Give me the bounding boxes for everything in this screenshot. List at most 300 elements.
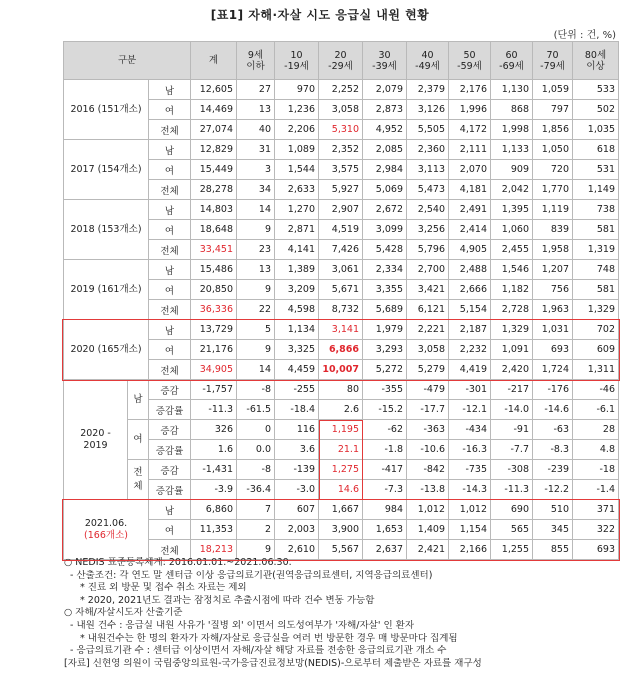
value-cell: 9 bbox=[237, 220, 275, 240]
value-cell: -479 bbox=[407, 380, 449, 400]
table-row bbox=[64, 320, 619, 340]
value-cell: 1,050 bbox=[533, 140, 573, 160]
value-cell: 839 bbox=[533, 220, 573, 240]
value-cell: -8.3 bbox=[533, 440, 573, 460]
value-cell: 2,672 bbox=[363, 200, 407, 220]
value-cell: 2,360 bbox=[407, 140, 449, 160]
value-cell: 2,166 bbox=[449, 540, 491, 560]
value-cell: 13 bbox=[237, 260, 275, 280]
value-cell: 1,958 bbox=[533, 240, 573, 260]
table-row bbox=[64, 460, 619, 480]
value-cell: 2,079 bbox=[363, 80, 407, 100]
value-cell: -17.7 bbox=[407, 400, 449, 420]
value-cell: 909 bbox=[491, 160, 533, 180]
value-cell: 1,653 bbox=[363, 520, 407, 540]
value-cell: 3,355 bbox=[363, 280, 407, 300]
header-col: 계 bbox=[191, 42, 237, 80]
value-cell: 4,141 bbox=[275, 240, 319, 260]
value-cell: 2,873 bbox=[363, 100, 407, 120]
value-cell: 28,278 bbox=[191, 180, 237, 200]
value-cell: 3,113 bbox=[407, 160, 449, 180]
change-type-label: 증감률 bbox=[149, 400, 191, 420]
change-type-label: 증감률 bbox=[149, 440, 191, 460]
value-cell: -12.2 bbox=[533, 480, 573, 500]
value-cell: 1,035 bbox=[573, 120, 619, 140]
value-cell: 1,207 bbox=[533, 260, 573, 280]
header-col: 50 -59세 bbox=[449, 42, 491, 80]
value-cell: 1,998 bbox=[491, 120, 533, 140]
value-cell: 14,803 bbox=[191, 200, 237, 220]
value-cell: 5,927 bbox=[319, 180, 363, 200]
value-cell: 3 bbox=[237, 160, 275, 180]
value-cell: 2,420 bbox=[491, 360, 533, 380]
value-cell: 1,275 bbox=[319, 460, 363, 480]
value-cell: -363 bbox=[407, 420, 449, 440]
value-cell: 1,996 bbox=[449, 100, 491, 120]
value-cell: -1.8 bbox=[363, 440, 407, 460]
value-cell: 3,126 bbox=[407, 100, 449, 120]
value-cell: 1,236 bbox=[275, 100, 319, 120]
footnote-line: - 내원 건수 : 응급실 내원 사유가 '질병 외' 이면서 의도성여부가 '자해/자살' 인 환자 bbox=[70, 619, 415, 631]
value-cell: 14.6 bbox=[319, 480, 363, 500]
value-cell: 12,605 bbox=[191, 80, 237, 100]
value-cell: 2,637 bbox=[363, 540, 407, 560]
value-cell: 693 bbox=[533, 340, 573, 360]
value-cell: 1,395 bbox=[491, 200, 533, 220]
value-cell: 609 bbox=[573, 340, 619, 360]
value-cell: 9 bbox=[237, 280, 275, 300]
value-cell: 5,567 bbox=[319, 540, 363, 560]
value-cell: -417 bbox=[363, 460, 407, 480]
value-cell: -61.5 bbox=[237, 400, 275, 420]
value-cell: 21,176 bbox=[191, 340, 237, 360]
value-cell: -36.4 bbox=[237, 480, 275, 500]
sex-label: 전체 bbox=[149, 120, 191, 140]
value-cell: 4,598 bbox=[275, 300, 319, 320]
value-cell: 13,729 bbox=[191, 320, 237, 340]
value-cell: 1,979 bbox=[363, 320, 407, 340]
sex-label: 여 bbox=[149, 160, 191, 180]
value-cell: 1,963 bbox=[533, 300, 573, 320]
value-cell: 3,421 bbox=[407, 280, 449, 300]
value-cell: -14.6 bbox=[533, 400, 573, 420]
value-cell: 3,209 bbox=[275, 280, 319, 300]
value-cell: 2,871 bbox=[275, 220, 319, 240]
footnote-line: * 진료 외 방문 및 접수 취소 자료는 제외 bbox=[80, 582, 247, 594]
value-cell: 2,334 bbox=[363, 260, 407, 280]
facility-count-label: (166개소) bbox=[84, 529, 128, 541]
value-cell: 797 bbox=[533, 100, 573, 120]
value-cell: 855 bbox=[533, 540, 573, 560]
value-cell: 2,379 bbox=[407, 80, 449, 100]
value-cell: -1,431 bbox=[191, 460, 237, 480]
value-cell: 7 bbox=[237, 500, 275, 520]
header-col: 30 -39세 bbox=[363, 42, 407, 80]
value-cell: 1,130 bbox=[491, 80, 533, 100]
value-cell: -217 bbox=[491, 380, 533, 400]
value-cell: -1.4 bbox=[573, 480, 619, 500]
change-type-label: 증감 bbox=[149, 420, 191, 440]
value-cell: 581 bbox=[573, 220, 619, 240]
value-cell: 322 bbox=[573, 520, 619, 540]
header-col: 10 -19세 bbox=[275, 42, 319, 80]
year-label: 2019 (161개소) bbox=[64, 260, 149, 320]
value-cell: -255 bbox=[275, 380, 319, 400]
value-cell: -735 bbox=[449, 460, 491, 480]
value-cell: 2,085 bbox=[363, 140, 407, 160]
value-cell: 2,984 bbox=[363, 160, 407, 180]
value-cell: 40 bbox=[237, 120, 275, 140]
sex-label: 전체 bbox=[149, 360, 191, 380]
value-cell: -11.3 bbox=[491, 480, 533, 500]
table-row bbox=[64, 80, 619, 100]
value-cell: 36,336 bbox=[191, 300, 237, 320]
value-cell: 1,329 bbox=[573, 300, 619, 320]
table-row bbox=[64, 200, 619, 220]
sex-label: 남 bbox=[149, 500, 191, 520]
value-cell: 13 bbox=[237, 100, 275, 120]
value-cell: 618 bbox=[573, 140, 619, 160]
value-cell: 345 bbox=[533, 520, 573, 540]
value-cell: -10.6 bbox=[407, 440, 449, 460]
value-cell: 3.6 bbox=[275, 440, 319, 460]
value-cell: 34 bbox=[237, 180, 275, 200]
table-row bbox=[64, 420, 619, 440]
value-cell: 5 bbox=[237, 320, 275, 340]
value-cell: 1,770 bbox=[533, 180, 573, 200]
sex-label: 전체 bbox=[149, 300, 191, 320]
value-cell: 3,061 bbox=[319, 260, 363, 280]
value-cell: 3,058 bbox=[319, 100, 363, 120]
value-cell: -355 bbox=[363, 380, 407, 400]
value-cell: 1,311 bbox=[573, 360, 619, 380]
value-cell: 10,007 bbox=[319, 360, 363, 380]
value-cell: 21.1 bbox=[319, 440, 363, 460]
value-cell: 2,111 bbox=[449, 140, 491, 160]
sex-label: 남 bbox=[128, 380, 149, 420]
value-cell: 4,419 bbox=[449, 360, 491, 380]
value-cell: 5,428 bbox=[363, 240, 407, 260]
value-cell: 15,486 bbox=[191, 260, 237, 280]
year-label: 2020 (165개소) bbox=[64, 320, 149, 380]
value-cell: 1,544 bbox=[275, 160, 319, 180]
value-cell: -7.7 bbox=[491, 440, 533, 460]
value-cell: 5,796 bbox=[407, 240, 449, 260]
value-cell: 3,256 bbox=[407, 220, 449, 240]
change-type-label: 증감 bbox=[149, 460, 191, 480]
sex-label: 남 bbox=[149, 140, 191, 160]
value-cell: 748 bbox=[573, 260, 619, 280]
value-cell: 4.8 bbox=[573, 440, 619, 460]
header-col: 20 -29세 bbox=[319, 42, 363, 80]
value-cell: 7,426 bbox=[319, 240, 363, 260]
footnote-line: ○ NEDIS 표준등록체계: 2016.01.01.~2021.06.30. bbox=[64, 557, 292, 568]
value-cell: 4,905 bbox=[449, 240, 491, 260]
value-cell: 1,255 bbox=[491, 540, 533, 560]
value-cell: 1,012 bbox=[449, 500, 491, 520]
value-cell: -13.8 bbox=[407, 480, 449, 500]
header-col: 9세 이하 bbox=[237, 42, 275, 80]
value-cell: 1,182 bbox=[491, 280, 533, 300]
value-cell: -6.1 bbox=[573, 400, 619, 420]
value-cell: 4,181 bbox=[449, 180, 491, 200]
year-label-line: 2021.06. bbox=[84, 517, 128, 529]
value-cell: 116 bbox=[275, 420, 319, 440]
source-note: [자료] 신현영 의원이 국립중앙의료원-국가응급진료정보망(NEDIS)-으로부터 제출받은 자료를 재구성 bbox=[64, 657, 482, 669]
footnote-line: * 2020, 2021년도 결과는 잠정치로 추출시점에 따라 건수 변동 가능함 bbox=[80, 594, 375, 606]
value-cell: 1.6 bbox=[191, 440, 237, 460]
value-cell: 18,213 bbox=[191, 540, 237, 560]
value-cell: 3,099 bbox=[363, 220, 407, 240]
value-cell: 1,149 bbox=[573, 180, 619, 200]
value-cell: 2,421 bbox=[407, 540, 449, 560]
value-cell: 970 bbox=[275, 80, 319, 100]
table-row bbox=[64, 140, 619, 160]
value-cell: 15,449 bbox=[191, 160, 237, 180]
value-cell: 14 bbox=[237, 200, 275, 220]
value-cell: 533 bbox=[573, 80, 619, 100]
sex-label: 전 체 bbox=[128, 460, 149, 500]
value-cell: 1,409 bbox=[407, 520, 449, 540]
value-cell: 3,293 bbox=[363, 340, 407, 360]
value-cell: 2,540 bbox=[407, 200, 449, 220]
value-cell: 2.6 bbox=[319, 400, 363, 420]
sex-label: 여 bbox=[149, 340, 191, 360]
value-cell: 6,860 bbox=[191, 500, 237, 520]
value-cell: 720 bbox=[533, 160, 573, 180]
header-col: 60 -69세 bbox=[491, 42, 533, 80]
value-cell: -139 bbox=[275, 460, 319, 480]
value-cell: 2,070 bbox=[449, 160, 491, 180]
value-cell: -7.3 bbox=[363, 480, 407, 500]
value-cell: 2,907 bbox=[319, 200, 363, 220]
value-cell: 14,469 bbox=[191, 100, 237, 120]
value-cell: 1,012 bbox=[407, 500, 449, 520]
value-cell: 5,689 bbox=[363, 300, 407, 320]
footnote-line: - 산출조건: 각 연도 말 센터급 이상 응급의료기관(권역응급의료센터, 지역응급의료센터) bbox=[70, 569, 433, 581]
sex-label: 전체 bbox=[149, 540, 191, 560]
change-type-label: 증감 bbox=[149, 380, 191, 400]
value-cell: 23 bbox=[237, 240, 275, 260]
year-label: 2018 (153개소) bbox=[64, 200, 149, 260]
value-cell: 2,042 bbox=[491, 180, 533, 200]
value-cell: 2,700 bbox=[407, 260, 449, 280]
value-cell: 4,952 bbox=[363, 120, 407, 140]
value-cell: 2,633 bbox=[275, 180, 319, 200]
value-cell: 1,154 bbox=[449, 520, 491, 540]
value-cell: 1,667 bbox=[319, 500, 363, 520]
value-cell: 2,488 bbox=[449, 260, 491, 280]
value-cell: -239 bbox=[533, 460, 573, 480]
value-cell: 1,329 bbox=[491, 320, 533, 340]
value-cell: 33,451 bbox=[191, 240, 237, 260]
header-col: 40 -49세 bbox=[407, 42, 449, 80]
comparison-label: 2020 - 2019 bbox=[64, 380, 128, 500]
value-cell: 371 bbox=[573, 500, 619, 520]
value-cell: 2,232 bbox=[449, 340, 491, 360]
value-cell: 581 bbox=[573, 280, 619, 300]
value-cell: -3.0 bbox=[275, 480, 319, 500]
sex-label: 남 bbox=[149, 80, 191, 100]
value-cell: -15.2 bbox=[363, 400, 407, 420]
value-cell: 4,172 bbox=[449, 120, 491, 140]
sex-label: 여 bbox=[149, 520, 191, 540]
sex-label: 남 bbox=[149, 320, 191, 340]
table-row bbox=[64, 380, 619, 400]
value-cell: 1,546 bbox=[491, 260, 533, 280]
footnote-line: ○ 자해/자살시도자 산출기준 bbox=[64, 607, 183, 619]
value-cell: 27,074 bbox=[191, 120, 237, 140]
header-col: 70 -79세 bbox=[533, 42, 573, 80]
year-label: 2017 (154개소) bbox=[64, 140, 149, 200]
value-cell: 1,195 bbox=[319, 420, 363, 440]
value-cell: 510 bbox=[533, 500, 573, 520]
value-cell: 5,154 bbox=[449, 300, 491, 320]
value-cell: 20,850 bbox=[191, 280, 237, 300]
value-cell: 3,141 bbox=[319, 320, 363, 340]
value-cell: -3.9 bbox=[191, 480, 237, 500]
value-cell: 2 bbox=[237, 520, 275, 540]
value-cell: 1,856 bbox=[533, 120, 573, 140]
sex-label: 여 bbox=[149, 220, 191, 240]
value-cell: 5,473 bbox=[407, 180, 449, 200]
value-cell: -18 bbox=[573, 460, 619, 480]
value-cell: 9 bbox=[237, 340, 275, 360]
value-cell: 2,176 bbox=[449, 80, 491, 100]
table-body bbox=[64, 80, 619, 560]
value-cell: -8 bbox=[237, 380, 275, 400]
value-cell: -842 bbox=[407, 460, 449, 480]
value-cell: 22 bbox=[237, 300, 275, 320]
value-cell: 6,866 bbox=[319, 340, 363, 360]
value-cell: 2,352 bbox=[319, 140, 363, 160]
value-cell: 2,491 bbox=[449, 200, 491, 220]
value-cell: 702 bbox=[573, 320, 619, 340]
footnote-line: - 응급의료기관 수 : 센터급 이상이면서 자해/자살 해당 자료를 전송한 응급의료기관 개소 수 bbox=[70, 645, 447, 657]
value-cell: -434 bbox=[449, 420, 491, 440]
value-cell: 2,455 bbox=[491, 240, 533, 260]
value-cell: 5,272 bbox=[363, 360, 407, 380]
sex-label: 남 bbox=[149, 260, 191, 280]
table-title: [표1] 자해·자살 시도 응급실 내원 현황 bbox=[210, 8, 430, 22]
value-cell: 34,905 bbox=[191, 360, 237, 380]
sex-label: 남 bbox=[149, 200, 191, 220]
value-cell: 27 bbox=[237, 80, 275, 100]
value-cell: 2,252 bbox=[319, 80, 363, 100]
value-cell: -91 bbox=[491, 420, 533, 440]
header-category: 구분 bbox=[64, 42, 191, 80]
value-cell: -14.3 bbox=[449, 480, 491, 500]
value-cell: 9 bbox=[237, 540, 275, 560]
data-table bbox=[63, 41, 619, 560]
value-cell: 502 bbox=[573, 100, 619, 120]
value-cell: 2,414 bbox=[449, 220, 491, 240]
value-cell: -62 bbox=[363, 420, 407, 440]
value-cell: 1,091 bbox=[491, 340, 533, 360]
value-cell: 3,900 bbox=[319, 520, 363, 540]
value-cell: 0.0 bbox=[237, 440, 275, 460]
value-cell: 693 bbox=[573, 540, 619, 560]
unit-label: (단위 : 건, %) bbox=[553, 30, 616, 41]
value-cell: 1,060 bbox=[491, 220, 533, 240]
value-cell: 3,575 bbox=[319, 160, 363, 180]
value-cell: 0 bbox=[237, 420, 275, 440]
value-cell: 738 bbox=[573, 200, 619, 220]
sex-label: 전체 bbox=[149, 180, 191, 200]
value-cell: 1,134 bbox=[275, 320, 319, 340]
value-cell: 5,279 bbox=[407, 360, 449, 380]
value-cell: 1,389 bbox=[275, 260, 319, 280]
value-cell: -63 bbox=[533, 420, 573, 440]
change-type-label: 증감률 bbox=[149, 480, 191, 500]
value-cell: 326 bbox=[191, 420, 237, 440]
value-cell: 868 bbox=[491, 100, 533, 120]
value-cell: -11.3 bbox=[191, 400, 237, 420]
value-cell: -308 bbox=[491, 460, 533, 480]
value-cell: 6,121 bbox=[407, 300, 449, 320]
value-cell: 18,648 bbox=[191, 220, 237, 240]
value-cell: 80 bbox=[319, 380, 363, 400]
value-cell: -46 bbox=[573, 380, 619, 400]
value-cell: 1,319 bbox=[573, 240, 619, 260]
value-cell: 1,059 bbox=[533, 80, 573, 100]
value-cell: 4,519 bbox=[319, 220, 363, 240]
value-cell: 4,459 bbox=[275, 360, 319, 380]
value-cell: 2,728 bbox=[491, 300, 533, 320]
value-cell: 5,310 bbox=[319, 120, 363, 140]
value-cell: 2,187 bbox=[449, 320, 491, 340]
value-cell: 2,666 bbox=[449, 280, 491, 300]
value-cell: 3,058 bbox=[407, 340, 449, 360]
value-cell: -14.0 bbox=[491, 400, 533, 420]
value-cell: 12,829 bbox=[191, 140, 237, 160]
sex-label: 전체 bbox=[149, 240, 191, 260]
year-label: 2016 (151개소) bbox=[64, 80, 149, 140]
value-cell: 1,031 bbox=[533, 320, 573, 340]
value-cell: 1,119 bbox=[533, 200, 573, 220]
value-cell: 565 bbox=[491, 520, 533, 540]
value-cell: 5,069 bbox=[363, 180, 407, 200]
value-cell: 1,133 bbox=[491, 140, 533, 160]
sex-label: 여 bbox=[149, 100, 191, 120]
value-cell: -12.1 bbox=[449, 400, 491, 420]
value-cell: 756 bbox=[533, 280, 573, 300]
table-row bbox=[64, 500, 619, 520]
value-cell: 690 bbox=[491, 500, 533, 520]
value-cell: 14 bbox=[237, 360, 275, 380]
value-cell: 11,353 bbox=[191, 520, 237, 540]
sex-label: 여 bbox=[128, 420, 149, 460]
header-row bbox=[64, 42, 619, 80]
footnote-line: * 내원건수는 한 명의 환자가 자해/자살로 응급실을 여러 번 방문한 경우 매 방문마다 집계됨 bbox=[80, 632, 458, 644]
value-cell: 1,724 bbox=[533, 360, 573, 380]
value-cell: 531 bbox=[573, 160, 619, 180]
value-cell: 2,610 bbox=[275, 540, 319, 560]
footnotes bbox=[64, 557, 624, 670]
value-cell: 607 bbox=[275, 500, 319, 520]
year-label bbox=[64, 500, 149, 560]
value-cell: 2,003 bbox=[275, 520, 319, 540]
header-col: 80세 이상 bbox=[573, 42, 619, 80]
value-cell: -18.4 bbox=[275, 400, 319, 420]
value-cell: 28 bbox=[573, 420, 619, 440]
value-cell: 1,270 bbox=[275, 200, 319, 220]
value-cell: -301 bbox=[449, 380, 491, 400]
value-cell: 5,671 bbox=[319, 280, 363, 300]
value-cell: 31 bbox=[237, 140, 275, 160]
value-cell: 5,505 bbox=[407, 120, 449, 140]
value-cell: -8 bbox=[237, 460, 275, 480]
